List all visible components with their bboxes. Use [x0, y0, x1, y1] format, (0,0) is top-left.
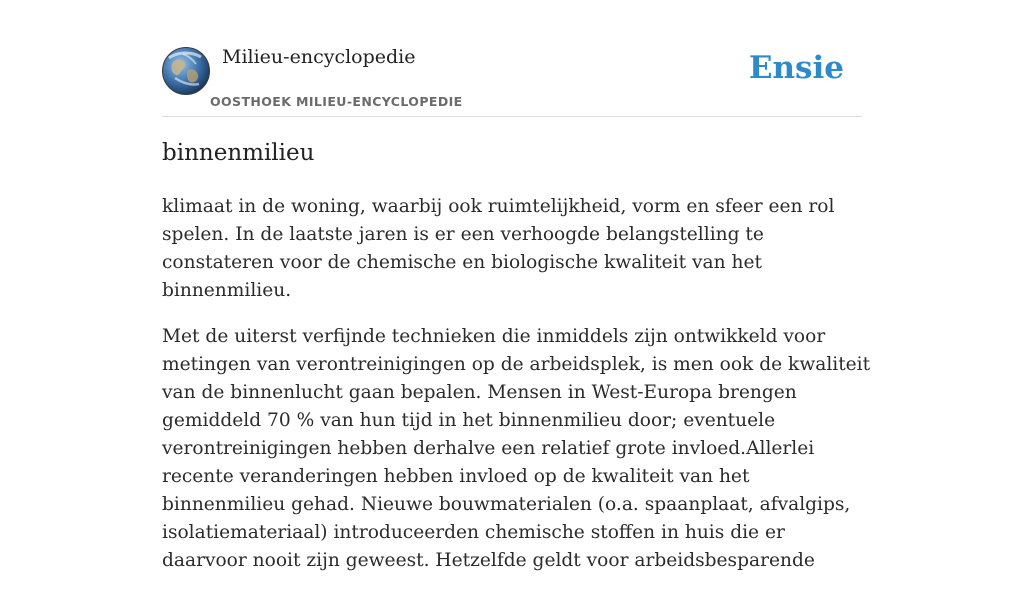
site-header [162, 44, 862, 117]
site-subtitle[interactable]: OOSTHOEK MILIEU-ENCYCLOPEDIE [210, 94, 463, 109]
site-name[interactable]: Milieu-encyclopedie [222, 46, 416, 68]
globe-icon-graphic [163, 48, 209, 94]
brand-logo-link[interactable]: Ensie [748, 50, 844, 86]
article-title: binnenmilieu [162, 140, 315, 166]
article-paragraph: Met de uiterst verfijnde technieken die inmiddels zijn ontwikkeld voor metingen van verontreinigingen op de arbeidsplek, is men ook de kwaliteit van de binnenlucht gaan bepalen. Mensen in West-Europa brengen gemiddeld 70 % van hun tijd in het binnenmilieu door; eventuele verontreinigingen hebben derhalve een relatief grote invloed.Allerlei recente veranderingen hebben invloed op de kwaliteit van het binnenmilieu gehad. Nieuwe bouwmaterialen (o.a. spaanplaat, afvalgips, isolatiemateriaal) introduceerden chemische stoffen in huis die er daarvoor nooit zijn geweest. Hetzelfde geldt voor arbeidsbesparende [162, 326, 871, 571]
article-paragraph: klimaat in de woning, waarbij ook ruimtelijkheid, vorm en sfeer een rol spelen. In de laatste jaren is er een verhoogde belangstelling te constateren voor de chemische en biologische kwaliteit van het binnenmilieu. [162, 196, 835, 301]
globe-icon[interactable] [162, 47, 210, 95]
article-body [162, 193, 872, 593]
